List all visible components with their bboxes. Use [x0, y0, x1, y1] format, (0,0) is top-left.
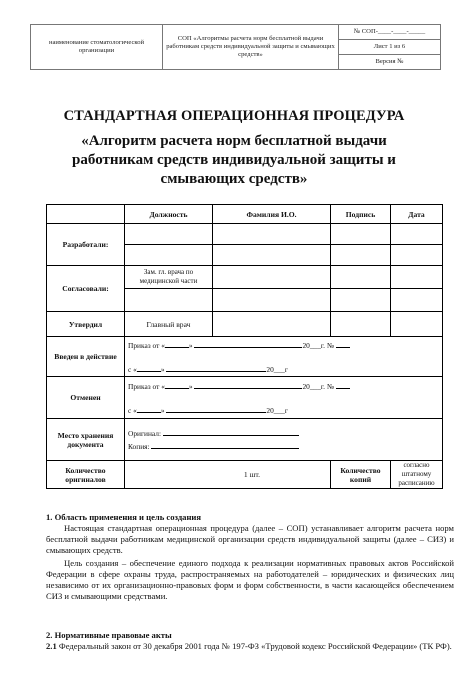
originals-value-text: 1 шт.	[243, 470, 261, 479]
column-header-name: Фамилия И.О.	[213, 205, 331, 224]
cell-blank	[391, 266, 443, 289]
approval-table	[46, 204, 443, 489]
document-subtitle: «Алгоритм расчета норм бесплатной выдачи работникам средств индивидуальной защиты и смывающих средств»	[72, 133, 396, 187]
row-label-agreed: Согласовали:	[47, 266, 125, 312]
introduced-fields	[125, 337, 443, 377]
row-label-introduced: Введен в действие	[47, 337, 125, 377]
section-2-paragraph-1	[46, 641, 454, 652]
section-1-heading: 1. Область применения и цель создания	[46, 512, 202, 522]
section-1	[46, 512, 454, 602]
document-header-table	[30, 24, 441, 70]
order-mid: »	[188, 340, 193, 350]
from-day-blank	[137, 405, 161, 413]
original-label: Оригинал:	[128, 429, 162, 438]
from-mid: »	[160, 364, 165, 374]
section-1-paragraph-2: Цель создания – обеспечение единого подхода к реализации нормативных правовых актов Российской Федерации в сфере охраны труда, распространяемых на работодателей – юридических и физических лиц независимо от их организационно-правовых форм и форм собственности, в части касающейся обеспечением СИЗ и смывающими средствами.	[46, 558, 454, 601]
order-year: 20___г. №	[302, 381, 334, 391]
original-line	[128, 428, 439, 438]
cell-blank	[213, 312, 331, 337]
from-year: 20___г	[266, 364, 288, 374]
copies-count-label: Количество копий	[331, 461, 391, 489]
row-label-cancelled: Отменен	[47, 377, 125, 419]
sop-title: СОП «Алгоритмы расчета норм бесплатной выдачи работникам средств индивидуальной защиты и смывающих средств»	[163, 25, 339, 70]
cell-blank	[331, 289, 391, 312]
from-month-blank	[166, 405, 266, 413]
copy-blank	[151, 441, 299, 449]
from-prefix: с «	[128, 405, 137, 415]
cancelled-fields	[125, 377, 443, 419]
order-number-blank	[336, 381, 350, 389]
order-day-blank	[165, 381, 189, 389]
column-header-date: Дата	[391, 205, 443, 224]
row-label-developed: Разработали:	[47, 224, 125, 266]
row-label-storage: Место хранения документа	[47, 419, 125, 461]
copies-value: согласно штатному расписанию	[391, 461, 443, 489]
cell-blank	[213, 289, 331, 312]
cell-blank	[391, 224, 443, 245]
header-blank	[47, 205, 125, 224]
section-2-heading: 2. Нормативные правовые акты	[46, 630, 172, 640]
org-name: наименование стоматологической организации	[31, 25, 163, 70]
row-label-approved: Утвердил	[47, 312, 125, 337]
from-line	[128, 405, 439, 415]
section-1-paragraph-1: Настоящая стандартная операционная процедура (далее – СОП) устанавливает алгоритм расчета норм бесплатной выдачи работникам медицинской организации средств индивидуальной защиты (далее – СИЗ) и смывающих средств.	[46, 523, 454, 555]
order-month-blank	[194, 340, 302, 348]
order-month-blank	[194, 381, 302, 389]
cell-blank	[391, 245, 443, 266]
cell-blank	[125, 245, 213, 266]
cell-blank	[331, 312, 391, 337]
from-line	[128, 364, 439, 374]
cell-blank	[125, 224, 213, 245]
order-line	[128, 340, 439, 350]
cell-blank	[125, 289, 213, 312]
approved-position: Главный врач	[125, 312, 213, 337]
order-line	[128, 381, 439, 391]
from-prefix: с «	[128, 364, 137, 374]
cell-blank	[213, 245, 331, 266]
from-year: 20___г	[266, 405, 288, 415]
cell-blank	[331, 266, 391, 289]
section-2-item-number: 2.1	[46, 641, 57, 651]
row-label-originals-count: Количество оригиналов	[47, 461, 125, 489]
order-number-blank	[336, 340, 350, 348]
column-header-position: Должность	[125, 205, 213, 224]
from-month-blank	[166, 364, 266, 372]
order-prefix: Приказ от «	[128, 340, 165, 350]
order-day-blank	[165, 340, 189, 348]
sop-number: № СОП-____-____-_____	[339, 25, 441, 40]
from-day-blank	[137, 364, 161, 372]
cell-blank	[331, 224, 391, 245]
cell-blank	[391, 312, 443, 337]
order-prefix: Приказ от «	[128, 381, 165, 391]
section-2	[46, 630, 454, 652]
agreed-position: Зам. гл. врача по медицинской части	[125, 266, 213, 289]
order-mid: »	[188, 381, 193, 391]
copy-line	[128, 441, 439, 451]
document-title: СТАНДАРТНАЯ ОПЕРАЦИОННАЯ ПРОЦЕДУРА	[63, 108, 405, 124]
section-2-item-text: Федеральный закон от 30 декабря 2001 года № 197-ФЗ «Трудовой кодекс Российской Федерации» (ТК РФ).	[58, 641, 452, 651]
originals-value	[125, 461, 331, 489]
copy-label: Копия:	[128, 442, 150, 451]
cell-blank	[213, 266, 331, 289]
sheet-number: Лист 1 из 6	[339, 40, 441, 55]
column-header-signature: Подпись	[331, 205, 391, 224]
storage-fields	[125, 419, 443, 461]
from-mid: »	[160, 405, 165, 415]
original-blank	[163, 428, 299, 436]
cell-blank	[213, 224, 331, 245]
order-year: 20___г. №	[302, 340, 334, 350]
cell-blank	[331, 245, 391, 266]
cell-blank	[391, 289, 443, 312]
version-number: Версия №	[339, 55, 441, 70]
